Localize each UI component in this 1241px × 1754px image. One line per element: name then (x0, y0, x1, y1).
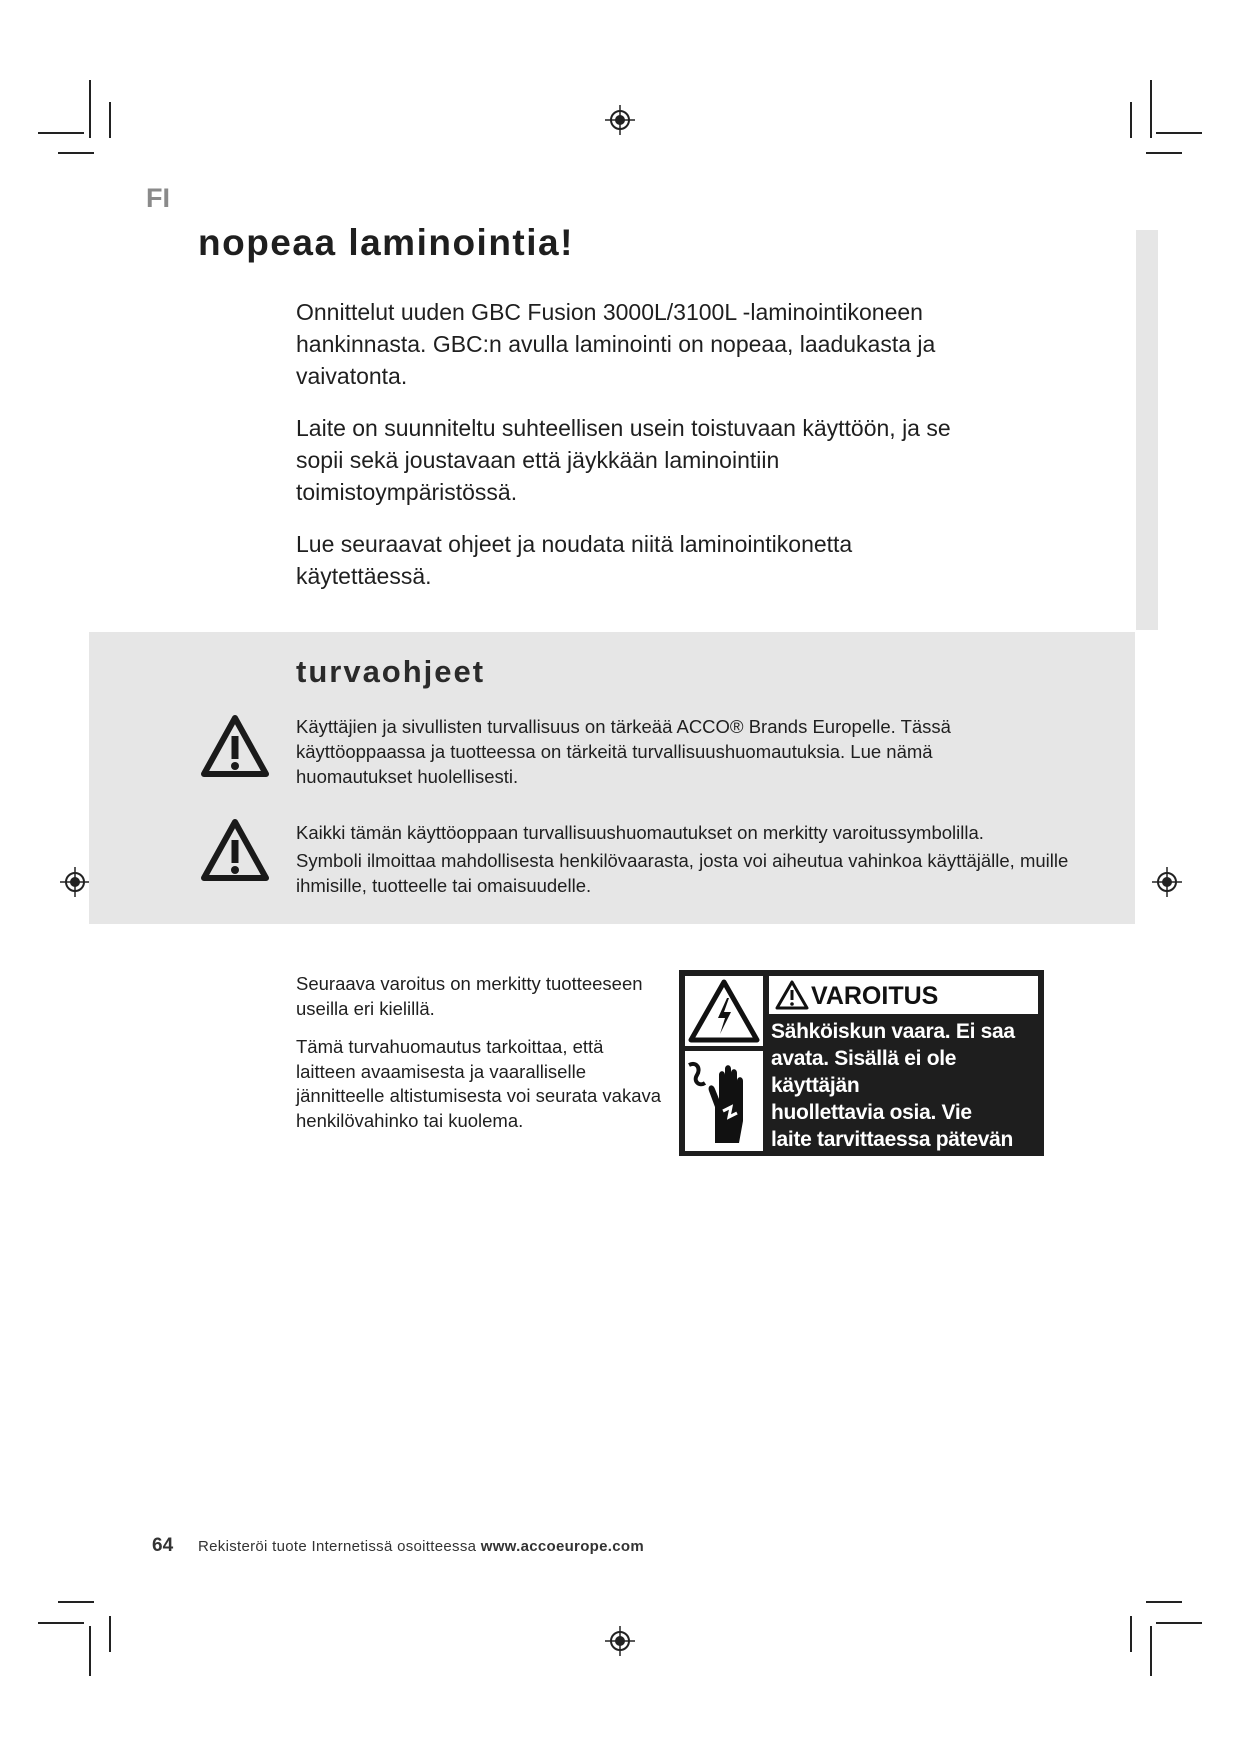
footer-url: www.accoeurope.com (480, 1538, 644, 1555)
safety-title: turvaohjeet (296, 654, 486, 689)
crop-mark (1130, 102, 1132, 138)
notice-paragraph: Tämä turvahuomautus tarkoittaa, että laitteen avaamisesta ja vaaralliselle jännitteelle altistumisesta voi seurata vakava henkilövahinko tai kuolema. (296, 1036, 662, 1131)
intro-paragraph: Onnittelut uuden GBC Fusion 3000L/3100L -laminointikoneen hankinnasta. GBC:n avulla laminointi on nopeaa, laadukasta ja vaivatonta. (296, 299, 936, 389)
registration-mark-icon (605, 105, 635, 135)
crop-mark (1130, 1616, 1132, 1652)
registration-mark-icon (605, 1626, 635, 1656)
safety-text-2 (296, 820, 1096, 898)
crop-mark (109, 1616, 111, 1652)
warning-triangle-icon (200, 714, 270, 778)
warning-label-line: Sähköiskun vaara. Ei saa (771, 1020, 1015, 1043)
registration-mark-icon (1152, 867, 1182, 897)
warning-label-header (769, 976, 1038, 1014)
warning-label-line: laite tarvittaessa pätevän (771, 1128, 1013, 1151)
warning-label (679, 970, 1044, 1178)
crop-mark (109, 102, 111, 138)
safety-section (89, 632, 1135, 924)
warning-label-body (771, 1018, 1041, 1180)
hand-shock-cell (685, 1051, 763, 1151)
side-bar (1136, 230, 1158, 630)
crop-mark (1150, 1626, 1152, 1676)
warning-label-line: huollettavia osia. Vie (771, 1101, 972, 1124)
crop-mark (38, 132, 84, 134)
crop-mark (58, 152, 94, 154)
page-number: 64 (152, 1535, 174, 1556)
crop-mark (58, 1601, 94, 1603)
warning-label-heading: VAROITUS (811, 982, 939, 1010)
hand-shock-icon (685, 1051, 763, 1151)
language-code: FI (146, 183, 170, 213)
safety-paragraph: Käyttäjien ja sivullisten turvallisuus on tärkeää ACCO® Brands Europelle. Tässä käyttöoppaassa ja tuotteessa on tärkeitä turvallisuushuomautuksia. Lue nämä huomautukset huolellisesti. (296, 716, 951, 787)
notice-paragraph: Seuraava varoitus on merkitty tuotteeseen useilla eri kielillä. (296, 973, 643, 1019)
intro-paragraph: Laite on suunniteltu suhteellisen usein toistuvaan käyttöön, ja se sopii sekä joustavaan että jäykkään laminointiin toimistoympäristössä. (296, 415, 951, 505)
crop-mark (89, 80, 91, 138)
shock-triangle-cell (685, 976, 763, 1046)
crop-mark (38, 1622, 84, 1624)
page-title: nopeaa laminointia! (198, 222, 574, 263)
crop-mark (1146, 1601, 1182, 1603)
crop-mark (1150, 80, 1152, 138)
safety-paragraph: Kaikki tämän käyttöoppaan turvallisuushuomautukset on merkitty varoitussymbolilla. (296, 822, 984, 843)
warning-label-line: asentajan korjattavaksi. (771, 1155, 1001, 1178)
warning-triangle-icon (775, 980, 809, 1010)
crop-mark (1146, 152, 1182, 154)
warning-triangle-icon (200, 818, 270, 882)
electric-shock-icon (685, 976, 763, 1046)
crop-mark (89, 1626, 91, 1676)
intro-section (296, 296, 956, 612)
safety-text-1 (296, 714, 996, 789)
crop-mark (1156, 132, 1202, 134)
notice-text (296, 972, 666, 1147)
footer-registration-text: Rekisteröi tuote Internetissä osoitteessa (198, 1538, 477, 1555)
safety-paragraph: Symboli ilmoittaa mahdollisesta henkilövaarasta, josta voi aiheutua vahinkoa käyttäjälle, muille ihmisille, tuotteelle tai omaisuudelle. (296, 850, 1069, 896)
intro-paragraph: Lue seuraavat ohjeet ja noudata niitä laminointikonetta käytettäessä. (296, 531, 853, 589)
registration-mark-icon (60, 867, 90, 897)
footer-text (198, 1538, 644, 1555)
warning-label-line: avata. Sisällä ei ole käyttäjän (771, 1047, 957, 1097)
crop-mark (1156, 1622, 1202, 1624)
